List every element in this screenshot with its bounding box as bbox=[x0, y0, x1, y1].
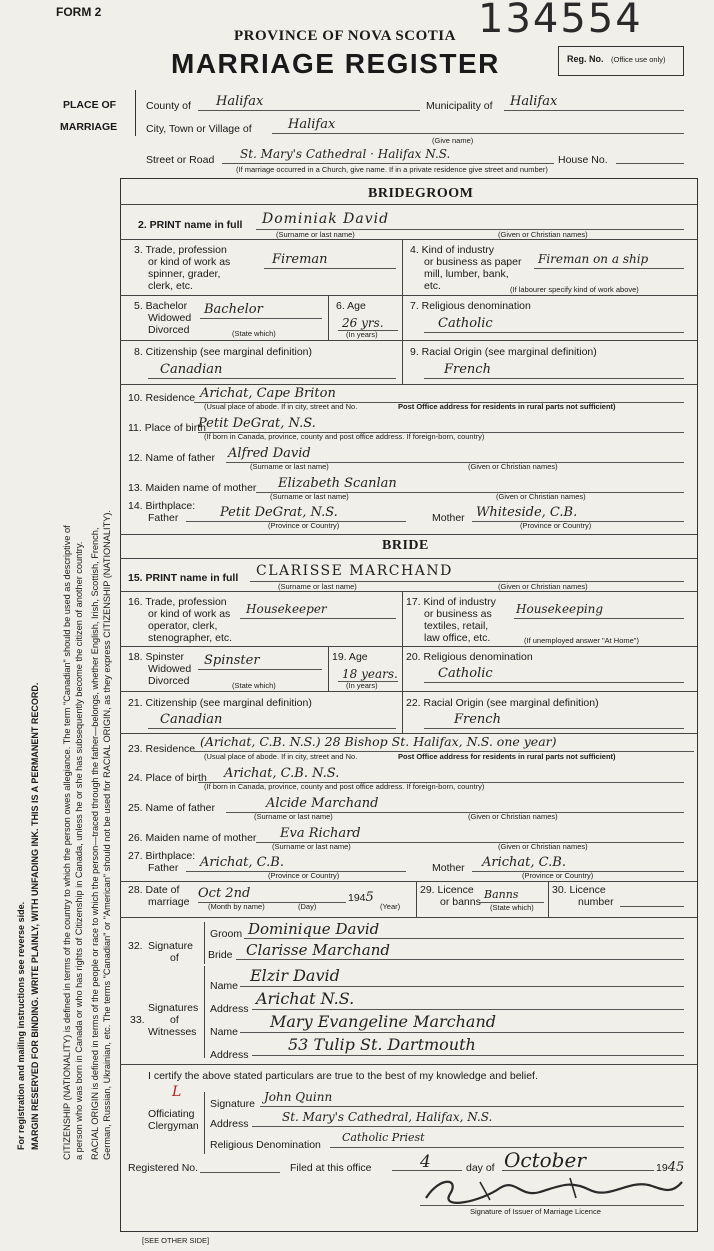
f16-label-2: or kind of work as bbox=[148, 608, 231, 620]
f17-label-2: or business as bbox=[424, 608, 492, 620]
groom-mother-birthplace-field[interactable]: Whiteside, C.B. bbox=[472, 505, 684, 522]
side-note-3: CITIZENSHIP (NATIONALITY) is defined in terms of the country to which the person owes allegiance. The term "Canadian" should be used as descriptive of bbox=[62, 525, 72, 1160]
groom-signature[interactable]: Dominique David bbox=[244, 920, 684, 939]
clergy-address[interactable]: St. Mary's Cathedral, Halifax, N.S. bbox=[252, 1110, 684, 1127]
witness-1-address[interactable]: Arichat N.S. bbox=[252, 989, 684, 1010]
f21-label: 21. Citizenship (see marginal definition) bbox=[128, 697, 312, 709]
f32-number: 32. bbox=[128, 940, 143, 952]
f26-surname-caption: (Surname or last name) bbox=[272, 842, 351, 851]
f16-label-1: 16. Trade, profession bbox=[128, 596, 227, 608]
f4-label-1: 4. Kind of industry bbox=[410, 244, 495, 256]
bride-religion-field[interactable]: Catholic bbox=[424, 666, 684, 683]
f3-label-4: clerk, etc. bbox=[148, 280, 193, 292]
side-note-2: MARGIN RESERVED FOR BINDING. WRITE PLAINLY, WITH UNFADING INK. THIS IS A PERMANENT RECORD. bbox=[30, 682, 40, 1150]
f32-label-3: of bbox=[170, 952, 179, 964]
filed-day[interactable]: 4 bbox=[392, 1152, 462, 1171]
f8-label: 8. Citizenship (see marginal definition) bbox=[134, 346, 313, 358]
bride-citizenship-field[interactable]: Canadian bbox=[148, 712, 396, 729]
f16-label-3: operator, clerk, bbox=[148, 620, 218, 632]
reg-no-label: Reg. No. bbox=[567, 54, 604, 64]
f3-label-2: or kind of work as bbox=[148, 256, 231, 268]
f14-father-caption: (Province or Country) bbox=[268, 521, 340, 530]
side-note-6: German, Russian, Ukrainian, etc. The terms "Canadian" or "American" should not be used for RACIAL ORIGIN, as they express CITIZENSHIP (NATIONALITY). bbox=[102, 510, 112, 1160]
clergy-denomination[interactable]: Catholic Priest bbox=[330, 1131, 684, 1148]
licence-number-field[interactable] bbox=[620, 906, 684, 907]
f12-given-caption: (Given or Christian names) bbox=[468, 462, 558, 471]
registered-no-label: Registered No. bbox=[128, 1162, 199, 1174]
groom-surname-caption: (Surname or last name) bbox=[276, 230, 355, 239]
f27-mother-caption: (Province or Country) bbox=[522, 871, 594, 880]
witness-1-name[interactable]: Elzir David bbox=[240, 966, 684, 987]
f14-label-1: 14. Birthplace: bbox=[128, 500, 196, 512]
reg-no-box[interactable] bbox=[558, 46, 684, 76]
county-label: County of bbox=[146, 100, 191, 112]
f10-caption-a: (Usual place of abode. If in city, street and No. bbox=[204, 402, 358, 411]
bride-industry-field[interactable]: Housekeeping bbox=[514, 602, 684, 619]
day-of-label: day of bbox=[466, 1162, 495, 1174]
f14-mother-label: Mother bbox=[432, 512, 465, 524]
place-note: (If marriage occurred in a Church, give name. If in a private residence give street and number) bbox=[236, 165, 548, 174]
marriage-year[interactable]: 1945 bbox=[348, 890, 374, 905]
f18-label-3: Divorced bbox=[148, 675, 190, 687]
clergy-label-2: Clergyman bbox=[148, 1120, 199, 1132]
f15-label: 15. PRINT name in full bbox=[128, 572, 239, 584]
w1-name-label: Name bbox=[210, 980, 239, 992]
bride-mother-birthplace-field[interactable]: Arichat, C.B. bbox=[472, 855, 684, 872]
side-note-4: a person who was born in Canada or who has rights of Citizenship in Canada, unless he or she has subsequently become the citizen of another country. bbox=[74, 541, 84, 1160]
f5-label-3: Divorced bbox=[148, 324, 190, 336]
clergy-label-1: Officiating bbox=[148, 1108, 195, 1120]
f23-label: 23. Residence bbox=[128, 743, 196, 755]
place-label-2: MARRIAGE bbox=[60, 121, 118, 133]
groom-state-caption: (State which) bbox=[232, 329, 276, 338]
groom-residence-field[interactable]: Arichat, Cape Briton bbox=[194, 386, 684, 403]
f4-label-2: or business as paper bbox=[424, 256, 522, 268]
bride-signature[interactable]: Clarisse Marchand bbox=[236, 941, 684, 960]
f4-caption: (If labourer specify kind of work above) bbox=[510, 285, 639, 294]
w1-address-label: Address bbox=[210, 1003, 249, 1015]
f19-label: 19. Age bbox=[332, 651, 368, 663]
groom-years-caption: (In years) bbox=[346, 330, 378, 339]
year-caption: (Year) bbox=[380, 902, 401, 911]
f20-label: 20. Religious denomination bbox=[406, 651, 533, 663]
issuer-caption: Signature of Issuer of Marriage Licence bbox=[470, 1207, 601, 1216]
f17-caption: (If unemployed answer "At Home") bbox=[524, 636, 639, 645]
house-label: House No. bbox=[558, 154, 608, 166]
city-field[interactable]: Halifax bbox=[272, 117, 684, 134]
f14-label-2: Father bbox=[148, 512, 179, 524]
f10-label: 10. Residence bbox=[128, 392, 196, 404]
f13-surname-caption: (Surname or last name) bbox=[270, 492, 349, 501]
f13-given-caption: (Given or Christian names) bbox=[496, 492, 586, 501]
bridegroom-heading: BRIDEGROOM bbox=[368, 186, 474, 201]
licence-or-banns-field[interactable]: Banns bbox=[480, 888, 544, 903]
f2-label: 2. PRINT name in full bbox=[138, 219, 243, 231]
f26-label: 26. Maiden name of mother bbox=[128, 832, 257, 844]
red-check-mark: L bbox=[172, 1084, 182, 1100]
f33-number: 33. bbox=[130, 1014, 145, 1026]
street-field[interactable]: St. Mary's Cathedral · Halifax N.S. bbox=[222, 147, 554, 164]
f5-label-2: Widowed bbox=[148, 312, 192, 324]
bride-years-caption: (In years) bbox=[346, 681, 378, 690]
f23-caption-b: Post Office address for residents in rural parts not sufficient) bbox=[398, 752, 616, 761]
groom-religion-field[interactable]: Catholic bbox=[424, 316, 684, 333]
witness-2-name[interactable]: Mary Evangeline Marchand bbox=[240, 1012, 684, 1033]
f7-label: 7. Religious denomination bbox=[410, 300, 531, 312]
day-caption: (Day) bbox=[298, 902, 317, 911]
f14-mother-caption: (Province or Country) bbox=[520, 521, 592, 530]
groom-sig-label: Groom bbox=[210, 928, 243, 940]
bride-residence-field[interactable]: (Arichat, C.B. N.S.) 28 Bishop St. Halifax, N.S. one year) bbox=[194, 734, 694, 752]
house-field[interactable] bbox=[616, 163, 684, 164]
groom-name-field[interactable]: Dominiak David bbox=[256, 211, 684, 230]
city-label: City, Town or Village of bbox=[146, 123, 252, 135]
bride-heading: BRIDE bbox=[382, 538, 429, 553]
certify-statement: I certify the above stated particulars are true to the best of my knowledge and belief. bbox=[148, 1070, 538, 1082]
f32-label-2: Signature bbox=[148, 940, 193, 952]
groom-age-field[interactable]: 26 yrs. bbox=[338, 316, 398, 331]
f27-mother-label: Mother bbox=[432, 862, 465, 874]
groom-father-field[interactable]: Alfred David bbox=[226, 446, 684, 463]
groom-citizenship-field[interactable]: Canadian bbox=[148, 362, 396, 379]
page-title: MARRIAGE REGISTER bbox=[171, 48, 500, 79]
bride-marital-field[interactable]: Spinster bbox=[198, 653, 322, 670]
f12-surname-caption: (Surname or last name) bbox=[250, 462, 329, 471]
bride-age-field[interactable]: 18 years. bbox=[338, 667, 398, 682]
groom-mother-field[interactable]: Elizabeth Scanlan bbox=[256, 476, 684, 493]
municipality-field[interactable]: Halifax bbox=[504, 94, 684, 111]
f25-surname-caption: (Surname or last name) bbox=[254, 812, 333, 821]
f13-label: 13. Maiden name of mother bbox=[128, 482, 257, 494]
f30-label-2: number bbox=[578, 896, 614, 908]
province-heading: PROVINCE OF NOVA SCOTIA bbox=[234, 28, 456, 44]
bride-name-field[interactable]: CLARISSE MARCHAND bbox=[250, 563, 684, 582]
f29-label-2: or banns bbox=[440, 896, 481, 908]
bride-given-caption: (Given or Christian names) bbox=[498, 582, 588, 591]
registration-number: 134554 bbox=[478, 0, 643, 42]
witness-label-3: Witnesses bbox=[148, 1026, 197, 1038]
reg-no-note: (Office use only) bbox=[611, 55, 666, 64]
groom-father-birthplace-field[interactable]: Petit DeGrat, N.S. bbox=[186, 505, 406, 522]
f27-label-2: Father bbox=[148, 862, 179, 874]
w2-address-label: Address bbox=[210, 1049, 249, 1061]
f10-caption-b: Post Office address for residents in rural parts not sufficient) bbox=[398, 402, 616, 411]
bride-sig-label: Bride bbox=[208, 949, 233, 961]
filed-month[interactable]: October bbox=[502, 1148, 654, 1171]
groom-racial-field[interactable]: French bbox=[424, 362, 684, 379]
f28-label-1: 28. Date of bbox=[128, 884, 180, 896]
groom-birthplace-field[interactable]: Petit DeGrat, N.S. bbox=[198, 416, 684, 433]
f3-label-1: 3. Trade, profession bbox=[134, 244, 227, 256]
f23-caption-a: (Usual place of abode. If in city, street and No. bbox=[204, 752, 358, 761]
groom-marital-field[interactable]: Bachelor bbox=[200, 302, 322, 319]
witness-2-address[interactable]: 53 Tulip St. Dartmouth bbox=[252, 1035, 684, 1056]
municipality-label: Municipality of bbox=[426, 100, 493, 112]
f5-label-1: 5. Bachelor bbox=[134, 300, 188, 312]
bride-surname-caption: (Surname or last name) bbox=[278, 582, 357, 591]
clergy-address-label: Address bbox=[210, 1118, 249, 1130]
witness-label-1: Signatures bbox=[148, 1002, 199, 1014]
f25-label: 25. Name of father bbox=[128, 802, 215, 814]
side-note-1: For registration and mailing instructions see reverse side. bbox=[16, 901, 26, 1150]
f24-caption: (If born in Canada, province, county and post office address. If foreign-born, country) bbox=[204, 782, 485, 791]
give-name-caption: (Give name) bbox=[432, 136, 474, 145]
bride-father-birthplace-field[interactable]: Arichat, C.B. bbox=[186, 855, 406, 872]
marriage-date-field[interactable]: Oct 2nd bbox=[198, 886, 346, 903]
bride-father-field[interactable]: Alcide Marchand bbox=[226, 796, 684, 813]
f4-label-4: etc. bbox=[424, 280, 441, 292]
denomination-label: Religious Denomination bbox=[210, 1139, 321, 1151]
f17-label-4: law office, etc. bbox=[424, 632, 491, 644]
f29-caption: (State which) bbox=[490, 903, 534, 912]
groom-occupation-field[interactable]: Fireman bbox=[264, 252, 396, 269]
f17-label-3: textiles, retail, bbox=[424, 620, 489, 632]
f11-caption: (If born in Canada, province, county and post office address. If foreign-born, country) bbox=[204, 432, 485, 441]
f4-label-3: mill, lumber, bank, bbox=[424, 268, 509, 280]
f6-label: 6. Age bbox=[336, 300, 366, 312]
f18-label-1: 18. Spinster bbox=[128, 651, 185, 663]
county-field[interactable]: Halifax bbox=[198, 94, 420, 111]
w2-name-label: Name bbox=[210, 1026, 239, 1038]
witness-label-2: of bbox=[170, 1014, 179, 1026]
see-other-side: [SEE OTHER SIDE] bbox=[142, 1236, 210, 1245]
f24-label: 24. Place of birth bbox=[128, 772, 207, 784]
f22-label: 22. Racial Origin (see marginal definition) bbox=[406, 697, 599, 709]
month-caption: (Month by name) bbox=[208, 902, 265, 911]
f28-label-2: marriage bbox=[148, 896, 190, 908]
filed-label: Filed at this office bbox=[290, 1162, 372, 1174]
f26-given-caption: (Given or Christian names) bbox=[498, 842, 588, 851]
groom-industry-field[interactable]: Fireman on a ship bbox=[534, 252, 684, 269]
f11-label: 11. Place of birth bbox=[128, 422, 207, 434]
bride-mother-field[interactable]: Eva Richard bbox=[256, 826, 684, 843]
f27-father-caption: (Province or Country) bbox=[268, 871, 340, 880]
f9-label: 9. Racial Origin (see marginal definition) bbox=[410, 346, 597, 358]
f16-label-4: stenographer, etc. bbox=[148, 632, 233, 644]
f12-label: 12. Name of father bbox=[128, 452, 215, 464]
f27-label-1: 27. Birthplace: bbox=[128, 850, 196, 862]
f17-label-1: 17. Kind of industry bbox=[406, 596, 496, 608]
f30-label-1: 30. Licence bbox=[552, 884, 606, 896]
place-label-1: PLACE OF bbox=[63, 99, 117, 111]
f3-label-3: spinner, grader, bbox=[148, 268, 221, 280]
issuer-signature bbox=[420, 1172, 690, 1206]
side-note-5: RACIAL ORIGIN is defined in terms of the people or race to which the person—traced through the father—belongs, whether English, Irish, Scottish, French, bbox=[90, 527, 100, 1160]
bride-occupation-field[interactable]: Housekeeper bbox=[240, 602, 396, 619]
bride-state-caption: (State which) bbox=[232, 681, 276, 690]
registered-no-field[interactable] bbox=[200, 1172, 280, 1173]
f18-label-2: Widowed bbox=[148, 663, 192, 675]
f29-label-1: 29. Licence bbox=[420, 884, 474, 896]
filed-year[interactable]: 1945 bbox=[656, 1160, 685, 1175]
clergy-sig-label: Signature bbox=[210, 1098, 255, 1110]
f25-given-caption: (Given or Christian names) bbox=[468, 812, 558, 821]
bride-racial-field[interactable]: French bbox=[424, 712, 684, 729]
bride-birthplace-field[interactable]: Arichat, C.B. N.S. bbox=[198, 766, 684, 783]
form-label: FORM 2 bbox=[56, 5, 102, 19]
street-label: Street or Road bbox=[146, 154, 215, 166]
groom-given-caption: (Given or Christian names) bbox=[498, 230, 588, 239]
clergy-signature[interactable]: John Quinn bbox=[260, 1090, 684, 1107]
